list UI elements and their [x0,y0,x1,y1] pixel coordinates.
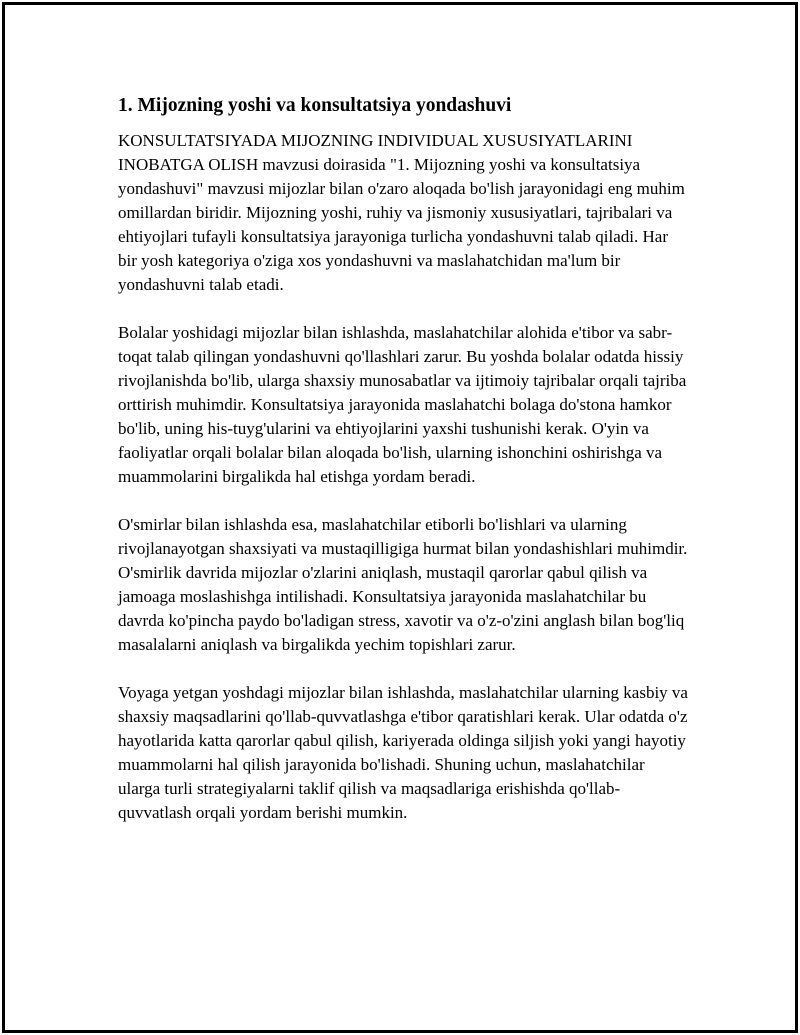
paragraph-teenagers: O'smirlar bilan ishlashda esa, maslahatchilar etiborli bo'lishlari va ularning rivojlanayotgan shaxsiyati va mustaqilligiga hurmat bilan yondashishlari muhimdir. O'smirlik davrida mijozlar o'zlarini aniqlash, mustaqil qarorlar qabul qilish va jamoaga moslashishga intilishadi. Konsultatsiya jarayonida maslahatchilar bu davrda ko'pincha paydo bo'ladigan stress, xavotir va o'z-o'zini anglash bilan bog'liq masalalarni aniqlash va birgalikda yechim topishlari zarur. [118,515,688,654]
paragraph-adults: Voyaga yetgan yoshdagi mijozlar bilan ishlashda, maslahatchilar ularning kasbiy va shaxsiy maqsadlarini qo'llab-quvvatlashga e'tibor qaratishlari kerak. Ular odatda o'z hayotlarida katta qarorlar qabul qilish, kariyerada oldinga siljish yoki yangi hayotiy muammolarni hal qilish jarayonida bo'lishadi. Shuning uchun, maslahatchilar ularga turli strategiyalarni taklif qilish va maqsadlariga erishishda qo'llab-quvvatlash orqali yordam berishi mumkin. [118,683,688,822]
paragraph-intro: KONSULTATSIYADA MIJOZNING INDIVIDUAL XUSUSIYATLARINI INOBATGA OLISH mavzusi doirasida "1. Mijozning yoshi va konsultatsiya yondashuvi" mavzusi mijozlar bilan o'zaro aloqada bo'lish jarayonidagi eng muhim omillardan biridir. Mijozning yoshi, ruhiy va jismoniy xususiyatlari, tajribalari va ehtiyojlari tufayli konsultatsiya jarayoniga turlicha yondashuvni talab qiladi. Har bir yosh kategoriya o'ziga xos yondashuvni va maslahatchidan ma'lum bir yondashuvni talab etadi. [118,131,685,294]
paragraph-children: Bolalar yoshidagi mijozlar bilan ishlashda, maslahatchilar alohida e'tibor va sabr-toqat talab qilingan yondashuvni qo'llashlari zarur. Bu yoshda bolalar odatda hissiy rivojlanishda bo'lib, ularga shaxsiy munosabatlar va ijtimoiy tajribalar orqali tajriba orttirish muhimdir. Konsultatsiya jarayonida maslahatchi bolaga do'stona hamkor bo'lib, uning his-tuyg'ularini va ehtiyojlarini yaxshi tushunishi kerak. O'yin va faoliyatlar orqali bolalar bilan aloqada bo'lish, ularning ishonchini oshirishga va muammolarini birgalikda hal etishga yordam beradi. [118,323,687,486]
document-body [118,93,688,849]
section-title: 1. Mijozning yoshi va konsultatsiya yondashuvi [118,95,512,116]
